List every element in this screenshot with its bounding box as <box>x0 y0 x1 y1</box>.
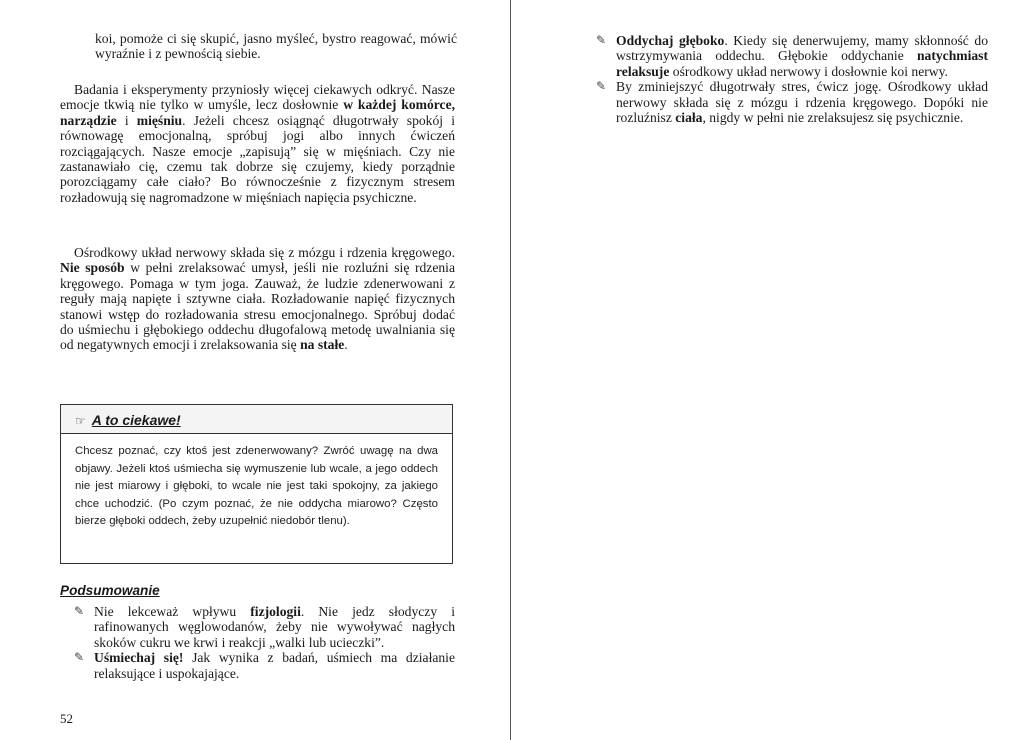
text-run: . <box>344 337 348 353</box>
info-box-title-row <box>75 412 181 428</box>
page-number: 52 <box>60 711 73 726</box>
tip-item <box>596 33 988 79</box>
bold-run: Oddychaj głęboko <box>616 33 725 48</box>
text-run: . Kiedy się denerwujemy, mamy skłonność do wstrzymywania oddechu. Głębokie oddychanie <box>616 33 988 64</box>
bold-run: ciała <box>675 110 703 126</box>
text-run: Badania i eksperymenty przyniosły więcej ciekawych odkryć. Nasze emocje tkwią nie tylko w umyśle, lecz dosłownie <box>60 82 455 113</box>
pencil-icon: ✎ <box>74 650 85 665</box>
bold-run: mięśniu <box>136 112 183 128</box>
pencil-icon: ✎ <box>596 33 607 47</box>
text-run: ośrodkowy układ nerwowy i dosłownie koi nerwy. <box>669 63 948 79</box>
text-run: Jak wynika z badań, uśmiech ma działanie relaksujące i uspokajające. <box>94 650 455 681</box>
paragraph-emotions-muscles <box>60 82 455 205</box>
bold-run: Uśmiechaj się! <box>94 650 184 666</box>
tip-item <box>596 79 988 125</box>
intro-paragraph: koi, pomoże ci się skupić, jasno myśleć, bystro reagować, mówić wyraźnie i z pewnością siebie. <box>95 31 457 62</box>
bold-run: natychmiast relaksuje <box>616 48 988 79</box>
bold-run: na stałe <box>300 337 345 353</box>
summary-item <box>74 604 455 650</box>
summary-item <box>74 650 455 681</box>
text-run: By zminiejszyć długotrwały stres, ćwicz jogę. Ośrodkowy układ nerwowy składa się z mózgu i rdzenia kręgowego. Dopóki nie rozluźnisz <box>616 79 988 126</box>
book-spine <box>510 0 511 740</box>
info-box <box>60 404 453 564</box>
pointing-hand-icon: ☞ <box>75 414 86 428</box>
bold-run: Nie sposób <box>60 260 125 276</box>
bold-run: fizjologii <box>250 604 301 619</box>
right-page-list <box>596 33 988 125</box>
text-run: Nie lekceważ wpływu <box>94 604 251 619</box>
text-run: i <box>116 112 137 128</box>
summary-list <box>74 604 455 681</box>
bold-run: w każdej komórce, narządzie <box>60 97 455 128</box>
paragraph-nervous-system <box>60 245 455 353</box>
info-box-body: Chcesz poznać, czy ktoś jest zdenerwowany? Zwróć uwagę na dwa objawy. Jeżeli ktoś uśmiecha się wymuszenie lub wcale, a jego oddech nie jest miarowy i głęboki, to wcale nie jest taki spokojny, za jakiego chce uchodzić. (Po czym poznać, że nie oddycha miarowo? Często bierze głęboki oddech, żeby uzupełnić niedobór tlenu). <box>75 445 438 528</box>
pencil-icon: ✎ <box>74 604 85 618</box>
summary-heading: Podsumowanie <box>60 583 160 598</box>
text-run: Ośrodkowy układ nerwowy składa się z mózgu i rdzenia kręgowego. <box>74 245 455 260</box>
right-page <box>514 0 1013 740</box>
pencil-icon: ✎ <box>596 79 607 94</box>
text-run: . Nie jedz słodyczy i rafinowanych węglowodanów, żeby nie wywoływać nagłych skoków cukru we krwi i reakcji „walki lub ucieczki”. <box>94 604 455 650</box>
text-run: . Jeżeli chcesz osiągnąć długotrwały spokój i równowagę emocjonalną, spróbuj jogi albo innych ćwiczeń rozciągających. Nasze emocje „zapisują” się w mięśniach. Czy nie zastanawiało cię, czemu tak dobrze się czujemy, kiedy porządnie porozciągamy całe ciało? Bo równocześnie z fizycznym stresem rozładowują się nagromadzone w mięśniach napięcia psychiczne. <box>60 112 455 205</box>
text-run: , nigdy w pełni nie zrelaksujesz się psychicznie. <box>702 110 964 126</box>
text-run: w pełni zrelaksować umysł, jeśli nie rozluźni się rdzenia kręgowego. Pomaga w tym joga. Zauważ, że ludzie zdenerwowani z reguły mają napięte i sztywne ciała. Rozładowanie napięć fizycznych stanowi wstęp do rozładowania stresu emocjonalnego. Spróbuj dodać do uśmiechu i głębokiego oddechu długofalową metodę uwalniania się od negatywnych emocji i zrelaksowania się <box>60 260 455 353</box>
info-box-header <box>61 405 452 434</box>
info-box-title: A to ciekawe! <box>91 412 181 428</box>
